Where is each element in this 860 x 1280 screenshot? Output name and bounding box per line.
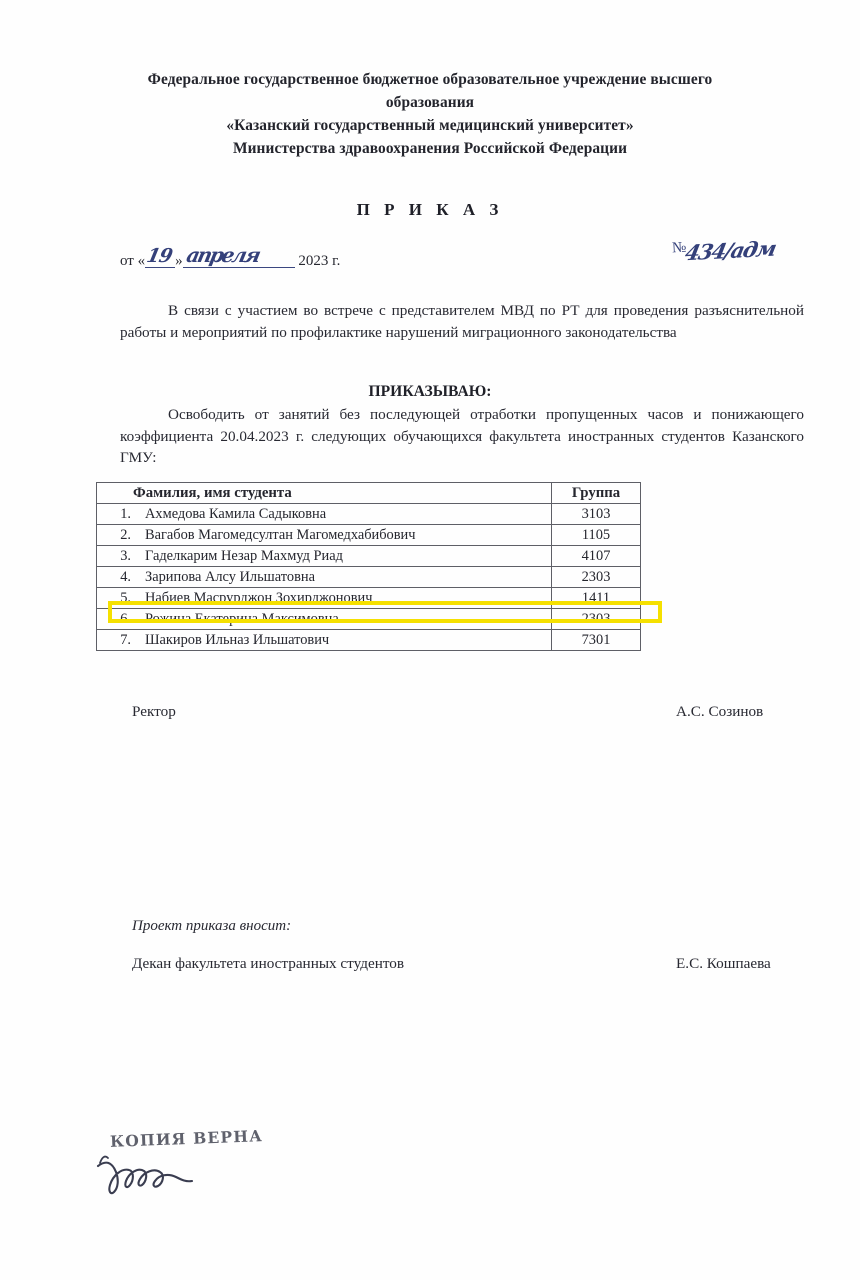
date-prefix: от « [120, 253, 146, 269]
table-header-row [97, 483, 641, 504]
row-index: 7. [97, 630, 137, 651]
row-index: 5. [97, 588, 137, 609]
directive-heading: ПРИКАЗЫВАЮ: [368, 383, 492, 400]
date-year: 2023 г. [298, 253, 341, 269]
table-row [97, 567, 641, 588]
project-note: Проект приказа вносит: [132, 918, 292, 934]
table-row [97, 609, 641, 630]
org-header-line-4: Министерства здравоохранения Российской Федерации [232, 140, 628, 157]
table-head [97, 483, 641, 504]
students-table [96, 482, 641, 651]
document-title: П Р И К А З [356, 200, 504, 219]
date-month-rule [183, 243, 295, 268]
student-name: Зарипова Алсу Ильшатовна [136, 567, 552, 588]
copy-true-stamp: КОПИЯ ВЕРНА [109, 1126, 264, 1151]
student-group: 1411 [552, 588, 641, 609]
org-header-line-2: образования [385, 94, 475, 111]
dean-name: Е.С. Кошпаева [676, 955, 771, 972]
student-name: Ахмедова Камила Садыковна [136, 504, 552, 525]
date-line [120, 243, 340, 270]
org-header-line-3: «Казанский государственный медицинский университет» [226, 117, 634, 134]
row-index: 6. [97, 609, 137, 630]
student-name: Гаделкарим Незар Махмуд Риад [136, 546, 552, 567]
date-month-handwritten: апреля [184, 243, 261, 267]
rector-name: А.С. Созинов [676, 703, 764, 720]
table-body [97, 504, 641, 651]
order-number [671, 235, 778, 266]
student-name: Вагабов Магомедсултан Магомедхабибович [136, 525, 552, 546]
student-group: 4107 [552, 546, 641, 567]
student-group: 1105 [552, 525, 641, 546]
date-day-rule [145, 245, 175, 268]
column-header-name: Фамилия, имя студента [97, 483, 552, 504]
preamble-paragraph: В связи с участием во встрече с представителем МВД по РТ для проведения разъяснительной работы и мероприятий по профилактике нарушений миграционного законодательства [120, 302, 804, 341]
order-number-handwritten: 434/адм [683, 235, 778, 266]
table-row [97, 630, 641, 651]
rector-label: Ректор [132, 703, 176, 720]
org-header-line-1: Федеральное государственное бюджетное образовательное учреждение высшего [147, 71, 713, 88]
number-sign-icon: № [671, 239, 687, 257]
table-row [97, 588, 641, 609]
date-quote-close: » [175, 253, 183, 269]
row-index: 3. [97, 546, 137, 567]
table-row [97, 546, 641, 567]
organisation-header [118, 68, 742, 160]
student-group: 7301 [552, 630, 641, 651]
row-index: 2. [97, 525, 137, 546]
row-index: 4. [97, 567, 137, 588]
student-name: Шакиров Ильназ Ильшатович [136, 630, 552, 651]
date-day-handwritten: 19 [144, 245, 174, 267]
student-group: 2303 [552, 609, 641, 630]
table-row [97, 525, 641, 546]
student-name: Набиев Масрурджон Зохирджонович [136, 588, 552, 609]
table-row [97, 504, 641, 525]
column-header-group: Группа [552, 483, 641, 504]
student-group: 3103 [552, 504, 641, 525]
dean-label: Декан факультета иностранных студентов [132, 955, 405, 972]
directive-paragraph: Освободить от занятий без последующей отработки пропущенных часов и понижающего коэффициента 20.04.2023 г. следующих обучающихся факультета иностранных студентов Казанского ГМУ: [120, 406, 804, 466]
student-group: 2303 [552, 567, 641, 588]
student-name: Рожина Екатерина Максимовна [136, 609, 552, 630]
handwritten-signature [96, 1152, 216, 1200]
row-index: 1. [97, 504, 137, 525]
